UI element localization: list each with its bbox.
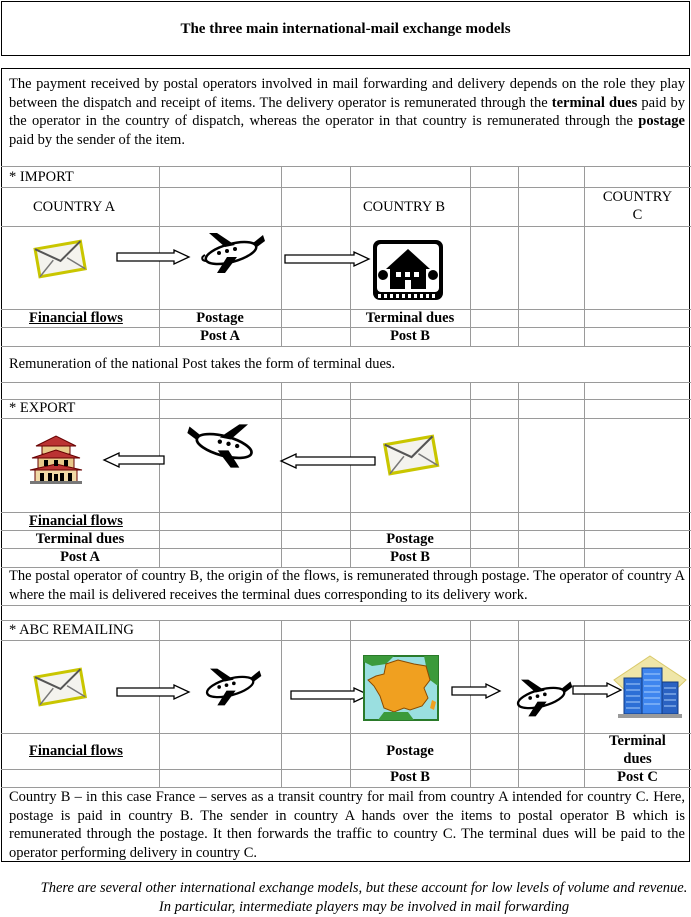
envelope-icon	[33, 667, 87, 705]
arrow-left-icon	[280, 454, 376, 468]
import-financial-flows: Financial flows	[29, 310, 123, 326]
arrow-right-icon	[116, 250, 190, 264]
import-post-b: Post B	[390, 328, 430, 344]
envelope-icon	[33, 239, 87, 277]
airplane-icon	[510, 676, 576, 720]
pagoda-icon	[30, 434, 82, 484]
france-map-icon	[364, 656, 438, 720]
import-postage: Postage	[196, 310, 244, 326]
arrow-right-icon	[451, 684, 501, 698]
arrow-right-icon	[116, 685, 190, 699]
remailing-financial-flows: Financial flows	[29, 743, 123, 759]
intro-paragraph	[9, 75, 685, 149]
intro-text-1: The payment received by postal operators involved in mail forwarding and delivery depends on the role they play between the dispatch and receipt of items. The delivery operator is remunerated through the	[9, 76, 685, 111]
import-post-a: Post A	[200, 328, 240, 344]
export-note: The postal operator of country B, the origin of the flows, is remunerated through postage. The operator of country A where the mail is delivered receives the terminal dues corresponding to its delivery work.	[9, 568, 685, 603]
import-terminal-dues: Terminal dues	[365, 310, 455, 326]
import-header: * IMPORT	[9, 169, 74, 185]
import-country-a: COUNTRY A	[33, 199, 116, 215]
export-terminal-dues: Terminal dues	[35, 531, 125, 547]
office-building-icon	[612, 654, 688, 720]
remailing-header: * ABC REMAILING	[9, 622, 134, 638]
import-country-b: COUNTRY B	[363, 199, 446, 215]
intro-bold-terminal-dues: terminal dues	[551, 94, 638, 111]
remailing-post-c: Post C	[617, 769, 658, 785]
remailing-postage: Postage	[386, 743, 434, 759]
remailing-note: Country B – in this case France – serves as a transit country for mail from country A intended for country C. Here, postage is paid in country B. The sender in country A hands over the items to postal operator B which is remunerated through the postage. It then forwards the traffic to country C. The terminal dues will be paid to the operator performing delivery in country C.	[9, 789, 685, 861]
arrow-right-icon	[290, 688, 370, 702]
house-icon	[372, 239, 444, 301]
remailing-terminal-dues-line1: Terminal	[609, 733, 666, 749]
export-post-b: Post B	[390, 549, 430, 565]
import-country-c-line2: C	[632, 207, 643, 223]
remailing-terminal-dues-line2: dues	[623, 751, 652, 767]
export-post-a: Post A	[60, 549, 100, 565]
import-note: Remuneration of the national Post takes the form of terminal dues.	[9, 356, 396, 372]
footer-note: There are several other international exchange models, but these account for low levels of volume and revenue. In particular, intermediate players may be involved in mail forwarding	[40, 880, 688, 915]
arrow-right-icon	[284, 252, 370, 266]
export-header: * EXPORT	[9, 400, 76, 416]
page-title: The three main international-mail exchange models	[180, 21, 511, 37]
envelope-icon	[381, 434, 441, 474]
airplane-icon	[183, 420, 261, 472]
remailing-post-b: Post B	[390, 769, 430, 785]
intro-text-3: paid by the sender of the item.	[9, 131, 185, 148]
airplane-icon	[197, 229, 269, 277]
arrow-left-icon	[103, 453, 165, 467]
intro-bold-postage: postage	[638, 113, 685, 129]
airplane-icon	[199, 665, 265, 709]
import-country-c-line1: COUNTRY	[602, 189, 673, 205]
export-postage: Postage	[386, 531, 434, 547]
title-box	[1, 1, 690, 56]
intro-text-2: paid by the operator in the country of dispatch, whereas the operator in that country is remunerated through the	[9, 94, 685, 129]
export-financial-flows: Financial flows	[29, 513, 123, 529]
